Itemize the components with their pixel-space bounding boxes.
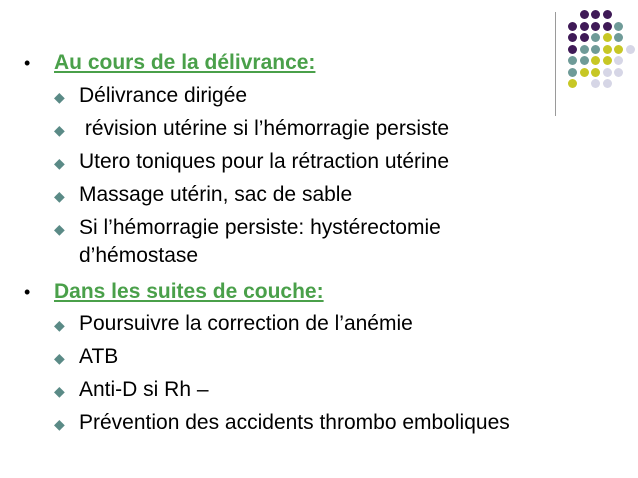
decorative-dot-grid: [568, 10, 632, 110]
sub-bullet-icon: ◆: [54, 188, 65, 204]
decorative-dot: [626, 45, 635, 54]
decorative-dot: [591, 45, 600, 54]
decorative-dot: [580, 45, 589, 54]
decorative-dot: [603, 22, 612, 31]
list-item-text: Massage utérin, sac de sable: [79, 183, 353, 206]
sub-bullet-icon: ◆: [54, 122, 65, 138]
decorative-dot: [603, 33, 612, 42]
decorative-dot: [614, 68, 623, 77]
sub-bullet-icon: ◆: [54, 317, 65, 333]
decorative-dot: [614, 22, 623, 31]
decorative-dot: [580, 33, 589, 42]
divider-line: [555, 12, 556, 116]
decorative-dot: [568, 22, 577, 31]
decorative-dot: [591, 79, 600, 88]
decorative-dot: [591, 33, 600, 42]
decorative-dot: [603, 45, 612, 54]
decorative-dot: [580, 10, 589, 19]
bullet-icon: •: [24, 53, 31, 73]
decorative-dot: [580, 22, 589, 31]
decorative-dot: [603, 56, 612, 65]
list-item-text: ATB: [79, 345, 119, 368]
decorative-dot: [591, 10, 600, 19]
decorative-dot: [568, 68, 577, 77]
list-item-text: Prévention des accidents thrombo emboliques: [79, 411, 510, 434]
sub-bullet-icon: ◆: [54, 89, 65, 105]
bullet-icon: •: [24, 282, 31, 302]
decorative-dot: [591, 68, 600, 77]
decorative-dot: [568, 56, 577, 65]
decorative-dot: [614, 56, 623, 65]
decorative-dot: [568, 33, 577, 42]
decorative-dot: [603, 10, 612, 19]
sub-bullet-icon: ◆: [54, 221, 65, 237]
sub-bullet-icon: ◆: [54, 416, 65, 432]
decorative-dot: [591, 22, 600, 31]
list-item-text: d’hémostase: [79, 244, 199, 267]
list-item-text: Utero toniques pour la rétraction utérine: [79, 150, 450, 173]
decorative-dot: [580, 56, 589, 65]
decorative-dot: [603, 79, 612, 88]
decorative-dot: [591, 56, 600, 65]
decorative-dot: [568, 45, 577, 54]
list-item-text: Poursuivre la correction de l’anémie: [79, 312, 413, 335]
decorative-dot: [568, 79, 577, 88]
decorative-dot: [614, 33, 623, 42]
section-heading: Au cours de la délivrance:: [54, 51, 316, 74]
sub-bullet-icon: ◆: [54, 350, 65, 366]
decorative-dot: [614, 45, 623, 54]
section-heading: Dans les suites de couche:: [54, 280, 324, 303]
sub-bullet-icon: ◆: [54, 383, 65, 399]
list-item-text: Si l’hémorragie persiste: hystérectomie: [79, 216, 441, 239]
decorative-dot: [580, 68, 589, 77]
decorative-dot: [603, 68, 612, 77]
list-item-text: Anti-D si Rh –: [79, 378, 209, 401]
list-item-text: Délivrance dirigée: [79, 84, 248, 107]
sub-bullet-icon: ◆: [54, 155, 65, 171]
list-item-text: révision utérine si l’hémorragie persiste: [79, 117, 449, 140]
